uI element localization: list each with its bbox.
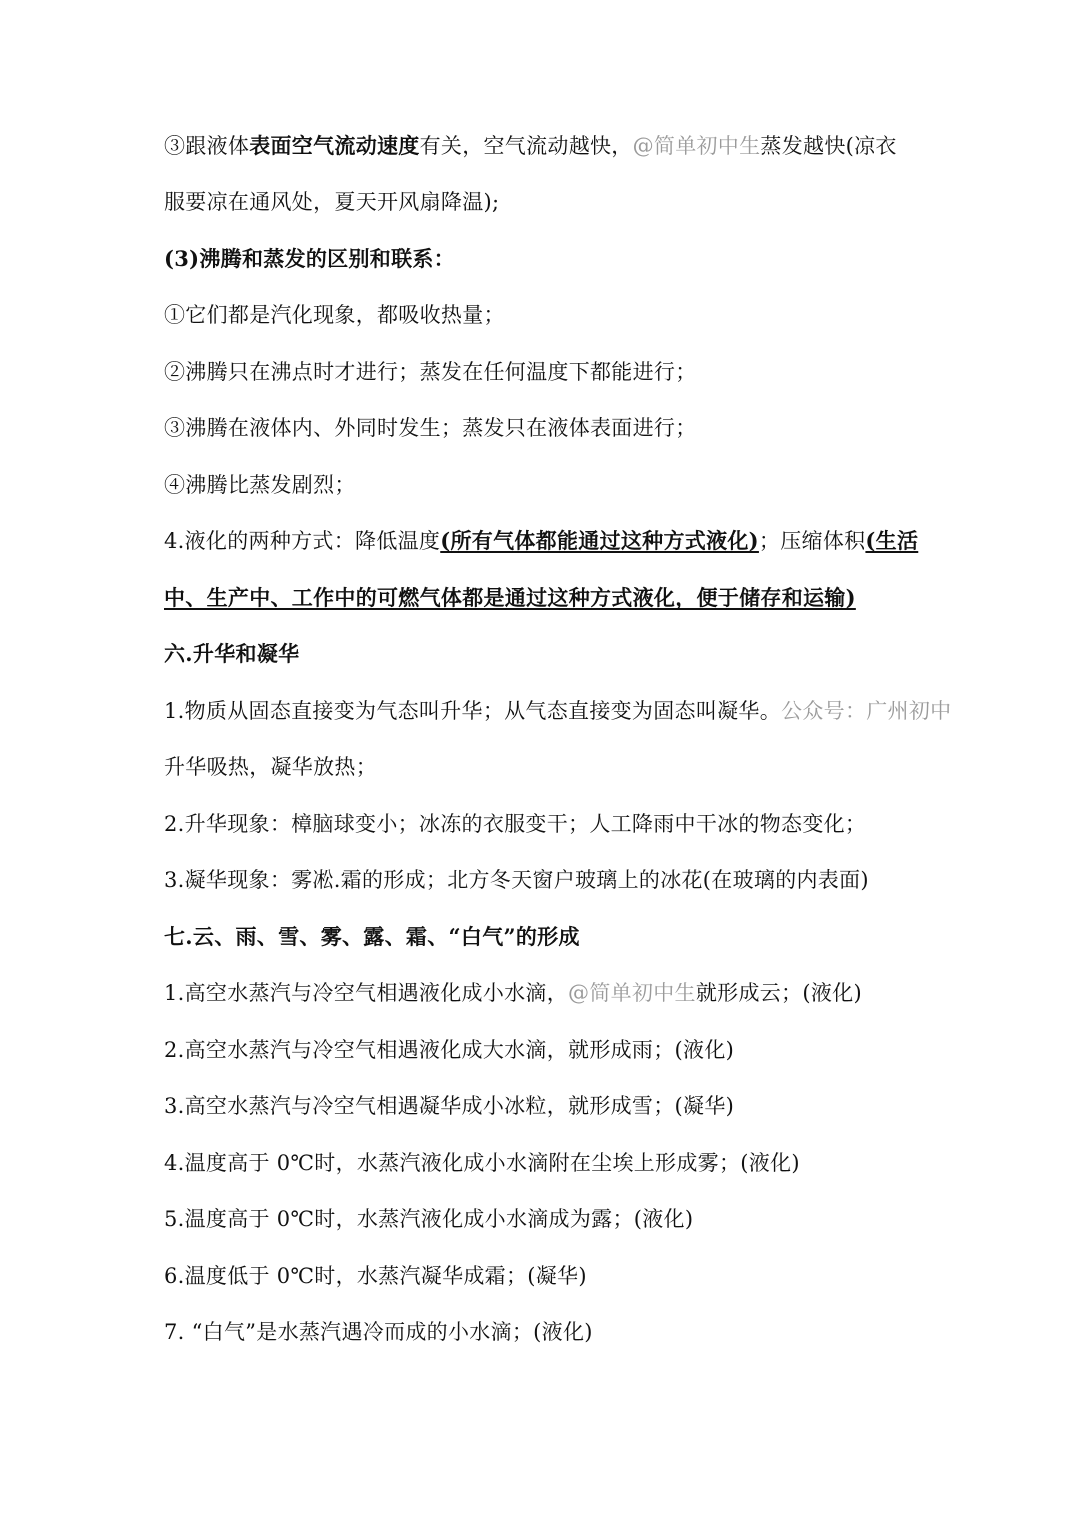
text-segment: 2.升华现象：樟脑球变小；冰冻的衣服变干；人工降雨中干冰的物态变化； xyxy=(164,812,867,836)
text-segment: 有关，空气流动越快， xyxy=(419,134,633,158)
text-segment: 3.高空水蒸汽与冷空气相遇凝华成小冰粒，就形成雪；(凝华) xyxy=(164,1094,735,1118)
section-heading-weather-formation xyxy=(164,922,964,952)
text-segment: ；压缩体积 xyxy=(758,529,866,553)
text-line-12 xyxy=(164,752,964,782)
text-line-17 xyxy=(164,1035,964,1065)
watermark-text: @简单初中生 xyxy=(568,981,696,1005)
text-segment: 5.温度高于 0℃时，水蒸汽液化成小水滴成为露；(液化) xyxy=(164,1207,694,1231)
text-segment: 蒸发越快(凉衣 xyxy=(760,134,897,158)
text-line-19 xyxy=(164,1148,964,1178)
text-segment: (3)沸腾和蒸发的区别和联系： xyxy=(164,246,455,271)
text-segment: 4.温度高于 0℃时，水蒸汽液化成小水滴附在尘埃上形成雾；(液化) xyxy=(164,1151,800,1175)
text-line-4 xyxy=(164,300,964,330)
text-line-20 xyxy=(164,1204,964,1234)
text-segment: 七.云、雨、雪、雾、露、霜、“白气”的形成 xyxy=(164,924,580,949)
text-line-5 xyxy=(164,357,964,387)
text-line-16 xyxy=(164,978,964,1008)
text-segment: 升华吸热，凝华放热； xyxy=(164,755,377,779)
text-segment: 2.高空水蒸汽与冷空气相遇液化成大水滴，就形成雨；(液化) xyxy=(164,1038,735,1062)
watermark-text: @简单初中生 xyxy=(632,134,761,158)
text-line-13 xyxy=(164,809,964,839)
bold-underlined-phrase: (生活 xyxy=(865,528,919,553)
text-line-1 xyxy=(164,131,964,161)
text-segment: 6.温度低于 0℃时，水蒸汽凝华成霜；(凝华) xyxy=(164,1264,587,1288)
text-segment: ③跟液体 xyxy=(164,134,250,158)
text-line-14 xyxy=(164,865,964,895)
text-line-18 xyxy=(164,1091,964,1121)
subheading-boiling-evaporation xyxy=(164,244,964,274)
text-line-9 xyxy=(164,583,964,613)
bold-underlined-phrase: 中、生产中、工作中的可燃气体都是通过这种方式液化，便于储存和运输) xyxy=(164,585,856,610)
bold-phrase: 表面空气流动速度 xyxy=(249,133,420,158)
text-line-2 xyxy=(164,187,964,217)
text-segment: ②沸腾只在沸点时才进行；蒸发在任何温度下都能进行； xyxy=(164,360,697,384)
text-segment: 1.物质从固态直接变为气态叫升华；从气态直接变为固态叫凝华。 xyxy=(164,699,782,723)
text-line-7 xyxy=(164,470,964,500)
text-segment: 3.凝华现象：雾凇.霜的形成；北方冬天窗户玻璃上的冰花(在玻璃的内表面) xyxy=(164,868,869,892)
text-segment: 六.升华和凝华 xyxy=(164,641,300,666)
watermark-text: 公众号：广州初中 xyxy=(781,699,952,723)
text-segment: 7. “白气”是水蒸汽遇冷而成的小水滴；(液化) xyxy=(164,1320,593,1344)
text-line-11 xyxy=(164,696,964,726)
section-heading-sublimation xyxy=(164,639,964,669)
text-line-21 xyxy=(164,1261,964,1291)
text-segment: 就形成云；(液化) xyxy=(695,981,862,1005)
text-line-22 xyxy=(164,1317,964,1347)
text-segment: ④沸腾比蒸发剧烈； xyxy=(164,473,356,497)
text-segment: 1.高空水蒸汽与冷空气相遇液化成小水滴， xyxy=(164,981,569,1005)
text-line-6 xyxy=(164,413,964,443)
bold-underlined-phrase: (所有气体都能通过这种方式液化) xyxy=(440,528,759,553)
text-line-8 xyxy=(164,526,964,556)
text-segment: ①它们都是汽化现象，都吸收热量； xyxy=(164,303,505,327)
text-segment: ③沸腾在液体内、外同时发生；蒸发只在液体表面进行； xyxy=(164,416,697,440)
text-segment: 4.液化的两种方式：降低温度 xyxy=(164,529,441,553)
text-segment: 服要凉在通风处，夏天开风扇降温); xyxy=(164,190,500,214)
